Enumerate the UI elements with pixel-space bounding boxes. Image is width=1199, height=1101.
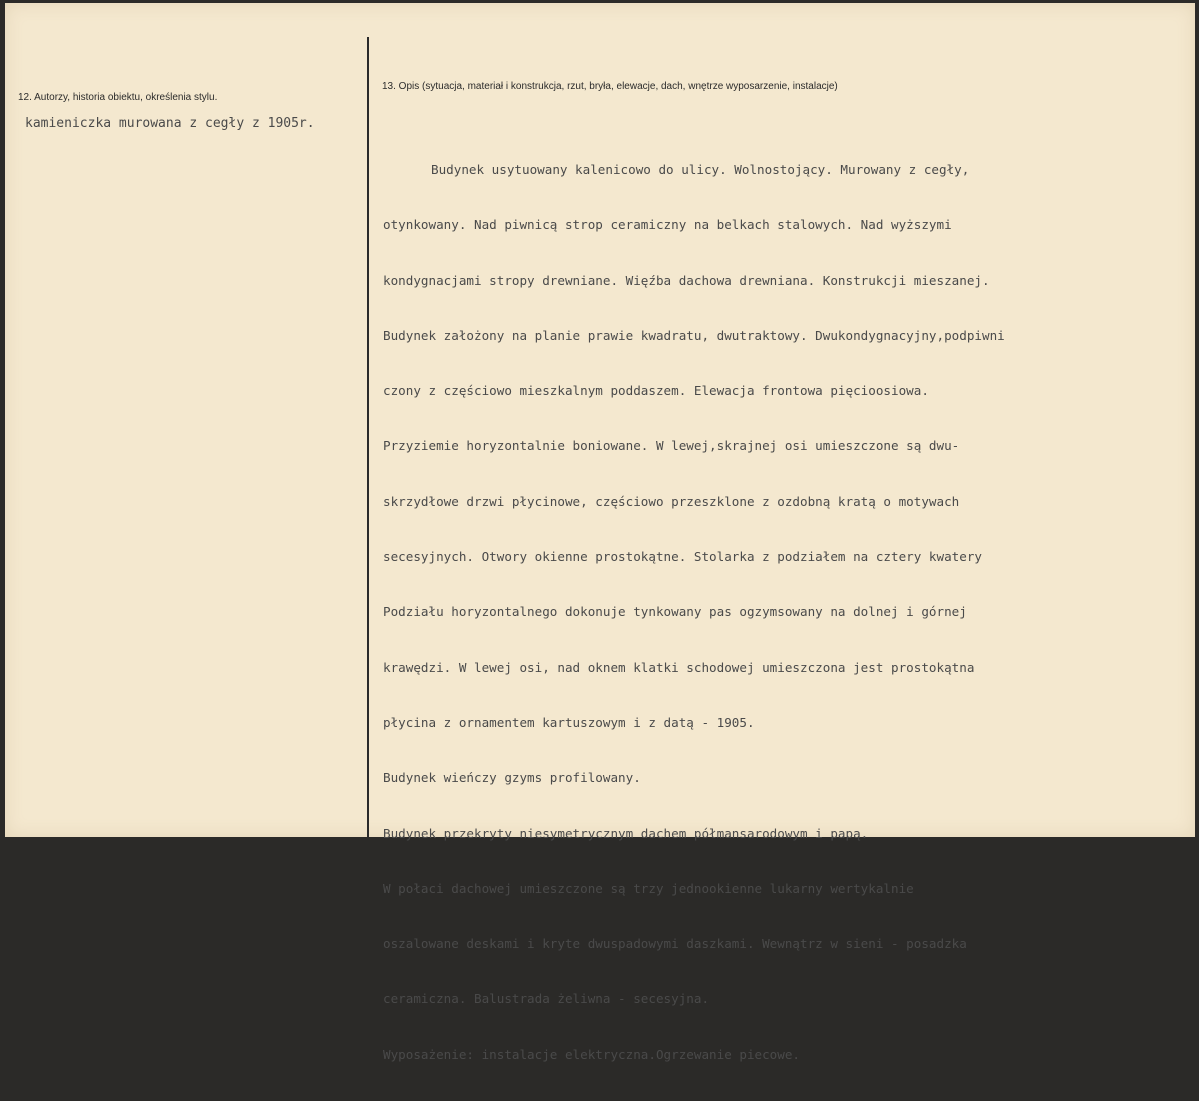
- description-line: W połaci dachowej umieszczone są trzy jednookienne lukarny wertykalnie: [383, 880, 914, 896]
- description-line: skrzydłowe drzwi płycinowe, częściowo przeszklone z ozdobną kratą o motywach: [383, 493, 960, 509]
- field-label-description: 13. Opis (sytuacja, materiał i konstrukcja, rzut, bryła, elewacje, dach, wnętrze wyposarzenie, instalacje): [382, 81, 838, 92]
- description-line: Budynek założony na planie prawie kwadratu, dwutraktowy. Dwukondygnacyjny,podpiwni: [383, 327, 1005, 343]
- description-line: kondygnacjami stropy drewniane. Więźba dachowa drewniana. Konstrukcji mieszanej.: [383, 272, 990, 288]
- description-line: Budynek wieńczy gzyms profilowany.: [383, 770, 641, 786]
- description-line: ceramiczna. Balustrada żeliwna - secesyjna.: [383, 991, 710, 1007]
- description-line: oszalowane deskami i kryte dwuspadowymi daszkami. Wewnątrz w sieni - posadzka: [383, 936, 967, 952]
- description-line: Podziału horyzontalnego dokonuje tynkowany pas ogzymsowany na dolnej i górnej: [383, 604, 967, 620]
- description-line: Budynek usytuowany kalenicowo do ulicy. Wolnostojący. Murowany z cegły,: [431, 162, 970, 177]
- document-sheet: [5, 3, 1195, 1062]
- description-text: [383, 123, 1183, 1101]
- description-line: Przyziemie horyzontalnie boniowane. W lewej,skrajnej osi umieszczone są dwu-: [383, 438, 960, 454]
- field-label-authors-history: 12. Autorzy, historia obiektu, określenia stylu.: [18, 92, 218, 103]
- description-line: Budynek przekryty niesymetrycznym dachem półmansarodowym i papą.: [383, 825, 869, 841]
- description-line: czony z częściowo mieszkalnym poddaszem. Elewacja frontowa pięcioosiowa.: [383, 383, 929, 399]
- description-line: krawędzi. W lewej osi, nad oknem klatki schodowej umieszczona jest prostokątna: [383, 659, 975, 675]
- description-line: płycina z ornamentem kartuszowym i z datą - 1905.: [383, 714, 755, 730]
- description-line: secesyjnych. Otwory okienne prostokątne. Stolarka z podziałem na cztery kwatery: [383, 549, 982, 565]
- description-line: otynkowany. Nad piwnicą strop ceramiczny na belkach stalowych. Nad wyższymi: [383, 217, 952, 233]
- column-divider: [367, 37, 369, 837]
- description-line: Wyposażenie: instalacje elektryczna.Ogrzewanie piecowe.: [383, 1046, 801, 1062]
- authors-history-text: kamieniczka murowana z cegły z 1905r.: [25, 116, 315, 131]
